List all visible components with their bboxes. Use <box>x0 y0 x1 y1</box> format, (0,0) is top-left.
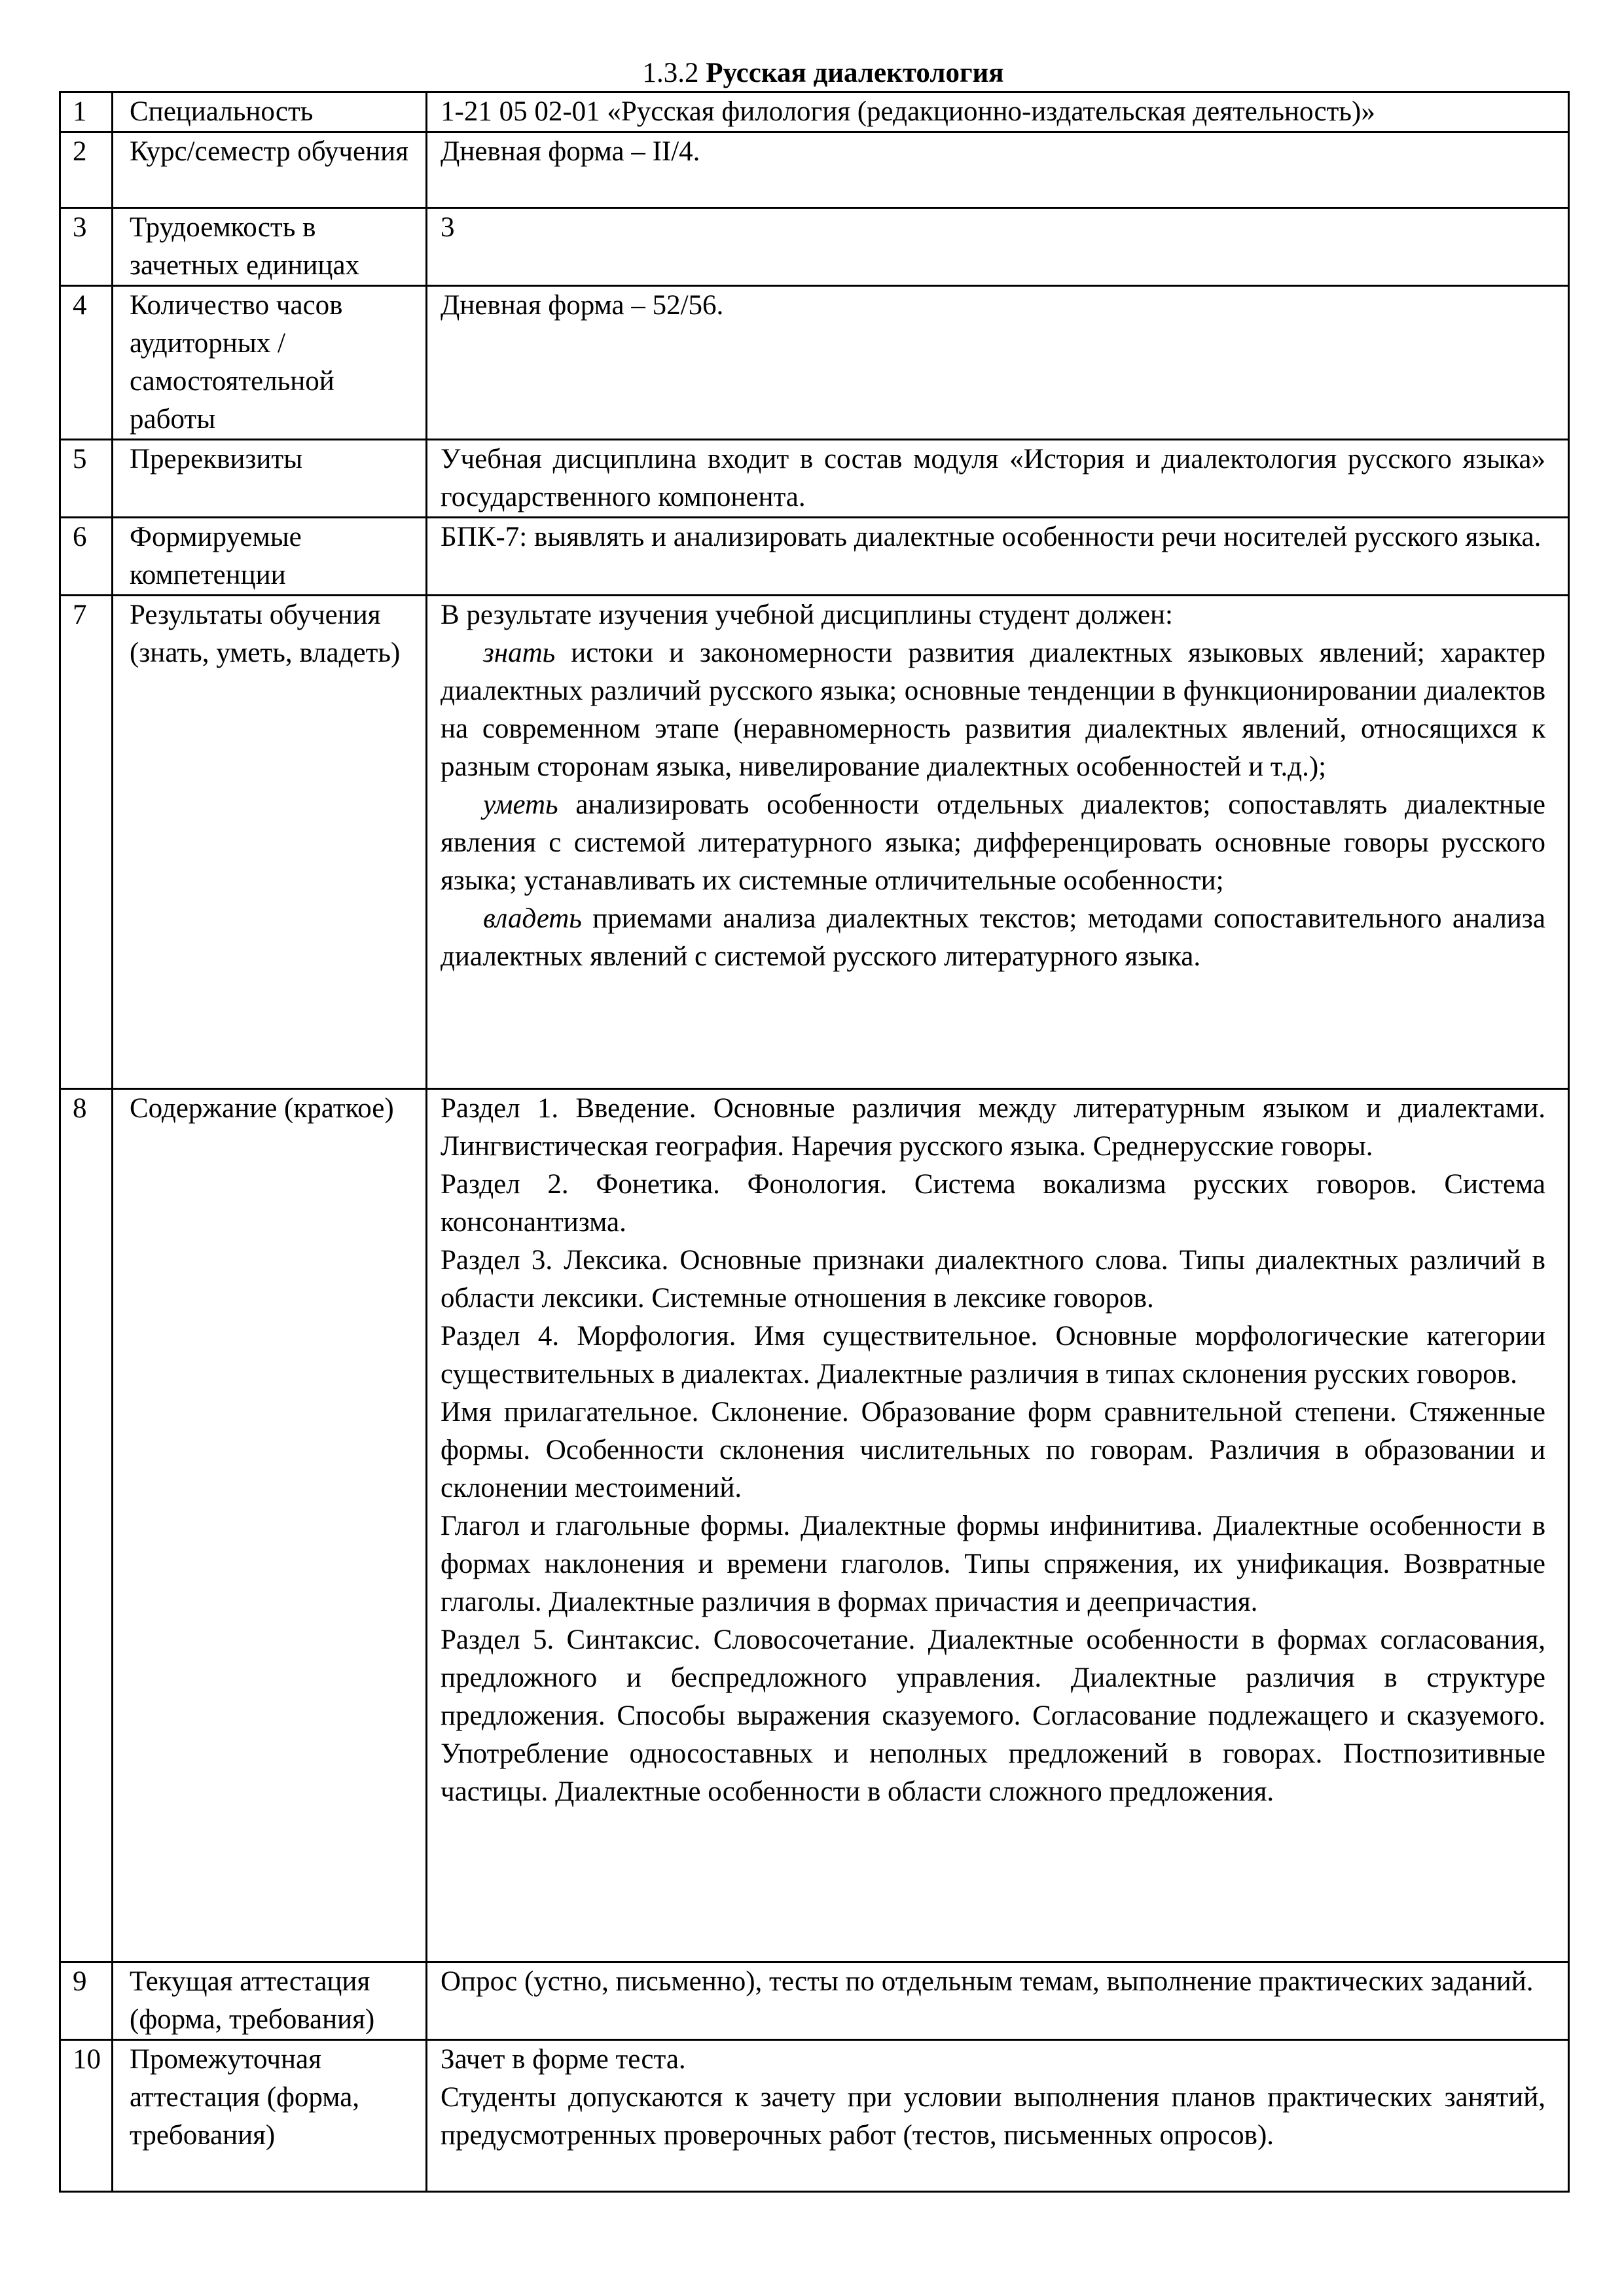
row-content: Дневная форма – 52/56. <box>427 286 1569 440</box>
table-row <box>60 92 1569 132</box>
row-content <box>427 2040 1569 2192</box>
content-section: Глагол и глагольные формы. Диалектные формы инфинитива. Диалектные особенности в формах наклонения и времени глаголов. Типы спряжения, их унификация. Возвратные глаголы. Диалектные различия в формах причастия и деепричастия. <box>441 1511 1545 1617</box>
assessment-form: Зачет в форме теста. <box>441 2044 686 2075</box>
section-title: Русская диалектология <box>706 58 1004 88</box>
row-label: Курс/семестр обучения <box>113 132 427 208</box>
document-page <box>59 56 1568 2193</box>
result-text: анализировать особенности отдельных диалектов; сопоставлять диалектные явления с системой литературного языка; дифференцировать основные говоры русского языка; устанавливать их системные отличительные особенности; <box>441 789 1545 896</box>
table-row <box>60 596 1569 1089</box>
row-content: Учебная дисциплина входит в состав модуля «История и диалектология русского языка» государственного компонента. <box>427 440 1569 518</box>
row-content <box>427 596 1569 1089</box>
row-content: БПК-7: выявлять и анализировать диалектные особенности речи носителей русского языка. <box>427 518 1569 596</box>
content-section: Раздел 3. Лексика. Основные признаки диалектного слова. Типы диалектных различий в области лексики. Системные отношения в лексике говоров. <box>441 1245 1545 1314</box>
result-verb: уметь <box>483 789 558 820</box>
row-number: 5 <box>60 440 113 518</box>
row-number: 9 <box>60 1962 113 2040</box>
row-number: 8 <box>60 1089 113 1962</box>
table-row <box>60 208 1569 286</box>
row-content: 1-21 05 02-01 «Русская филология (редакционно-издательская деятельность)» <box>427 92 1569 132</box>
result-verb: владеть <box>483 903 582 934</box>
table-row <box>60 132 1569 208</box>
row-number: 1 <box>60 92 113 132</box>
course-table <box>59 91 1570 2193</box>
table-row <box>60 440 1569 518</box>
row-label: Результаты обучения (знать, уметь, владеть) <box>113 596 427 1089</box>
row-content: 3 <box>427 208 1569 286</box>
table-row <box>60 286 1569 440</box>
row-label: Количество часов аудиторных / самостоятельной работы <box>113 286 427 440</box>
row-label: Специальность <box>113 92 427 132</box>
row-number: 10 <box>60 2040 113 2192</box>
row-number: 7 <box>60 596 113 1089</box>
results-intro: В результате изучения учебной дисциплины студент должен: <box>441 600 1174 630</box>
row-number: 6 <box>60 518 113 596</box>
section-number: 1.3.2 <box>642 58 699 88</box>
result-text: приемами анализа диалектных текстов; методами сопоставительного анализа диалектных явлений с системой русского литературного языка. <box>441 903 1546 972</box>
result-can <box>441 786 1545 900</box>
row-label: Текущая аттестация (форма, требования) <box>113 1962 427 2040</box>
table-row <box>60 1962 1569 2040</box>
row-content: Опрос (устно, письменно), тесты по отдельным темам, выполнение практических заданий. <box>427 1962 1569 2040</box>
content-section: Раздел 1. Введение. Основные различия между литературным языком и диалектами. Лингвистическая география. Наречия русского языка. Среднерусские говоры. <box>441 1093 1545 1162</box>
row-label: Формируемые компетенции <box>113 518 427 596</box>
result-text: истоки и закономерности развития диалектных языковых явлений; характер диалектных различий русского языка; основные тенденции в функционировании диалектов на современном этапе (неравномерность развития диалектных явлений, относящихся к разным сторонам языка, нивелирование диалектных особенностей и т.д.); <box>441 637 1545 782</box>
content-section: Раздел 4. Морфология. Имя существительное. Основные морфологические категории существительных в диалектах. Диалектные различия в типах склонения русских говоров. <box>441 1321 1545 1390</box>
result-verb: знать <box>483 637 556 668</box>
table-row <box>60 2040 1569 2192</box>
row-label: Пререквизиты <box>113 440 427 518</box>
content-section: Раздел 2. Фонетика. Фонология. Система вокализма русских говоров. Система консонантизма. <box>441 1169 1545 1238</box>
row-number: 4 <box>60 286 113 440</box>
section-heading <box>275 56 1371 91</box>
content-section: Раздел 5. Синтаксис. Словосочетание. Диалектные особенности в формах согласования, предложного и беспредложного управления. Диалектные различия в структуре предложения. Способы выражения сказуемого. Согласование подлежащего и сказуемого. Употребление односоставных и неполных предложений в говорах. Постпозитивные частицы. Диалектные особенности в области сложного предложения. <box>441 1624 1545 1807</box>
result-master <box>441 900 1545 976</box>
content-section: Имя прилагательное. Склонение. Образование форм сравнительной степени. Стяженные формы. Особенности склонения числительных по говорам. Различия в образовании и склонении местоимений. <box>441 1397 1545 1503</box>
row-label: Промежуточная аттестация (форма, требования) <box>113 2040 427 2192</box>
row-label: Трудоемкость в зачетных единицах <box>113 208 427 286</box>
assessment-requirements: Студенты допускаются к зачету при условии выполнения планов практических занятий, предусмотренных проверочных работ (тестов, письменных опросов). <box>441 2082 1545 2151</box>
table-row <box>60 1089 1569 1962</box>
row-number: 3 <box>60 208 113 286</box>
row-number: 2 <box>60 132 113 208</box>
table-row <box>60 518 1569 596</box>
row-content <box>427 1089 1569 1962</box>
row-label: Содержание (краткое) <box>113 1089 427 1962</box>
result-know <box>441 634 1545 786</box>
row-content: Дневная форма – II/4. <box>427 132 1569 208</box>
